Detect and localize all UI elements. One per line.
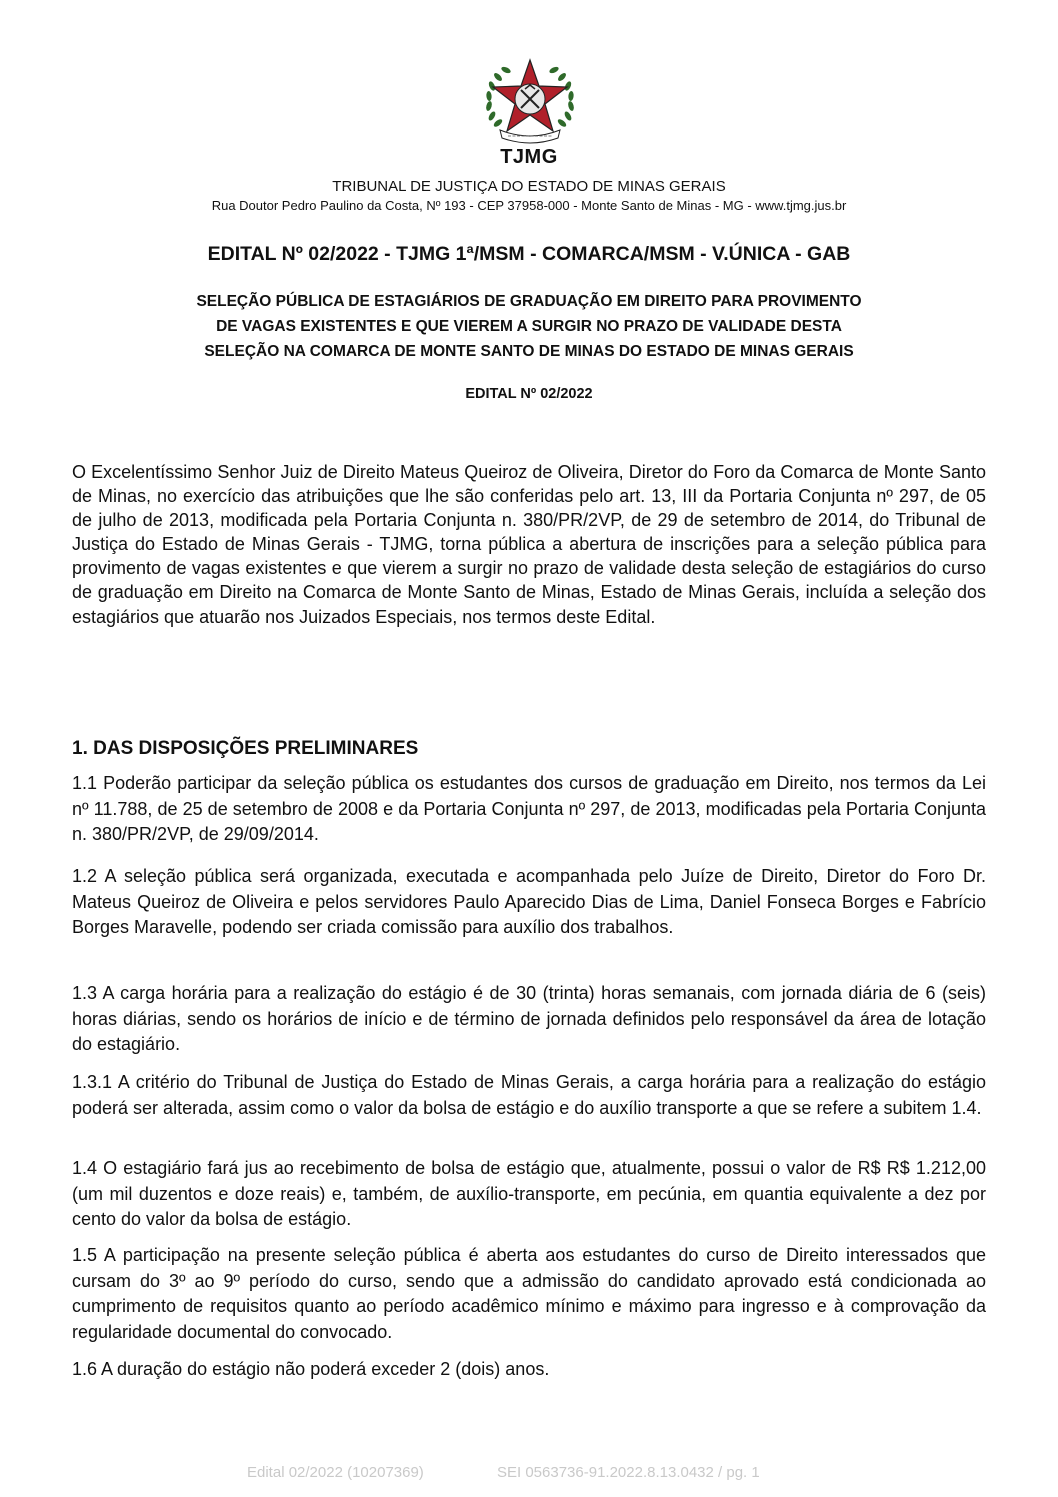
clause-1-3-1: 1.3.1 A critério do Tribunal de Justiça do Estado de Minas Gerais, a carga horária para a realização do estágio poderá ser alterada, assim como o valor da bolsa de estágio e do auxílio transporte a que se refere a subitem 1.4. xyxy=(72,1072,986,1118)
clause-1-2: 1.2 A seleção pública será organizada, executada e acompanhada pelo Juíze de Direito, Diretor do Foro Dr. Mateus Queiroz de Oliveira e pelos servidores Paulo Aparecido Dias de Lima, Daniel Fonseca Borges e Fabrício Borges Maravelle, podendo ser criada comissão para auxílio dos trabalhos. xyxy=(72,866,986,937)
clause-1-5: 1.5 A participação na presente seleção pública é aberta aos estudantes do curso de Direito interessados que cursam do 3º ao 9º período do curso, sendo que a admissão do candidato aprovado está condicionada ao cumprimento de requisitos quanto ao período acadêmico mínimo e máximo para ingresso e à comprovação da regularidade documental do convocado. xyxy=(72,1245,986,1342)
coat-of-arms-icon xyxy=(478,56,582,148)
clause-1-1: 1.1 Poderão participar da seleção pública os estudantes dos cursos de graduação em Direito, nos termos da Lei nº 11.788, de 25 de setembro de 2008 e da Portaria Conjunta nº 297, de 2013, modificadas pela Portaria Conjunta n. 380/PR/2VP, de 29/09/2014. xyxy=(72,773,986,844)
footer-doc-ref: Edital 02/2022 (10207369) xyxy=(247,1464,424,1481)
edital-number: EDITAL Nº 02/2022 xyxy=(465,386,593,402)
clause-1-6: 1.6 A duração do estágio não poderá exceder 2 (dois) anos. xyxy=(72,1359,550,1379)
subtitle-line: SELEÇÃO NA COMARCA DE MONTE SANTO DE MINAS DO ESTADO DE MINAS GERAIS xyxy=(204,343,854,360)
document-subtitle xyxy=(0,289,1058,364)
document-title: EDITAL Nº 02/2022 - TJMG 1ª/MSM - COMARCA/MSM - V.ÚNICA - GAB xyxy=(207,243,851,265)
subtitle-line: DE VAGAS EXISTENTES E QUE VIEREM A SURGIR NO PRAZO DE VALIDADE DESTA xyxy=(216,318,842,335)
court-address: Rua Doutor Pedro Paulino da Costa, Nº 193 - CEP 37958-000 - Monte Santo de Minas - MG - www.tjmg.jus.br xyxy=(211,198,847,213)
clause-1-3: 1.3 A carga horária para a realização do estágio é de 30 (trinta) horas semanais, com jornada diária de 6 (seis) horas diárias, sendo os horários de início e de término de jornada definidos pelo responsável da área de lotação do estagiário. xyxy=(72,983,986,1054)
section-heading: 1. DAS DISPOSIÇÕES PRELIMINARES xyxy=(72,738,419,759)
court-name: TRIBUNAL DE JUSTIÇA DO ESTADO DE MINAS GERAIS xyxy=(332,178,726,195)
subtitle-line: SELEÇÃO PÚBLICA DE ESTAGIÁRIOS DE GRADUAÇÃO EM DIREITO PARA PROVIMENTO xyxy=(196,293,862,310)
clause-1-4: 1.4 O estagiário fará jus ao recebimento de bolsa de estágio que, atualmente, possui o valor de R$ R$ 1.212,00 (um mil duzentos e doze reais) e, também, de auxílio-transporte, em pecúnia, em quantia equivalente a dez por cento do valor da bolsa de estágio. xyxy=(72,1158,986,1229)
footer-sei-ref: SEI 0563736-91.2022.8.13.0432 / pg. 1 xyxy=(497,1464,760,1481)
brand-name: TJMG xyxy=(500,146,558,168)
intro-paragraph: O Excelentíssimo Senhor Juiz de Direito Mateus Queiroz de Oliveira, Diretor do Foro da Comarca de Monte Santo de Minas, no exercício das atribuições que lhe são conferidas pelo art. 13, III da Portaria Conjunta nº 297, de 05 de julho de 2013, modificada pela Portaria Conjunta n. 380/PR/2VP, de 29 de setembro de 2014, do Tribunal de Justiça do Estado de Minas Gerais - TJMG, torna pública a abertura de inscrições para a seleção pública para provimento de vagas existentes e que vierem a surgir no prazo de validade desta seleção de estagiários do curso de graduação em Direito na Comarca de Monte Santo de Minas, Estado de Minas Gerais, incluída a seleção dos estagiários que atuarão nos Juizados Especiais, nos termos deste Edital. xyxy=(72,462,986,627)
